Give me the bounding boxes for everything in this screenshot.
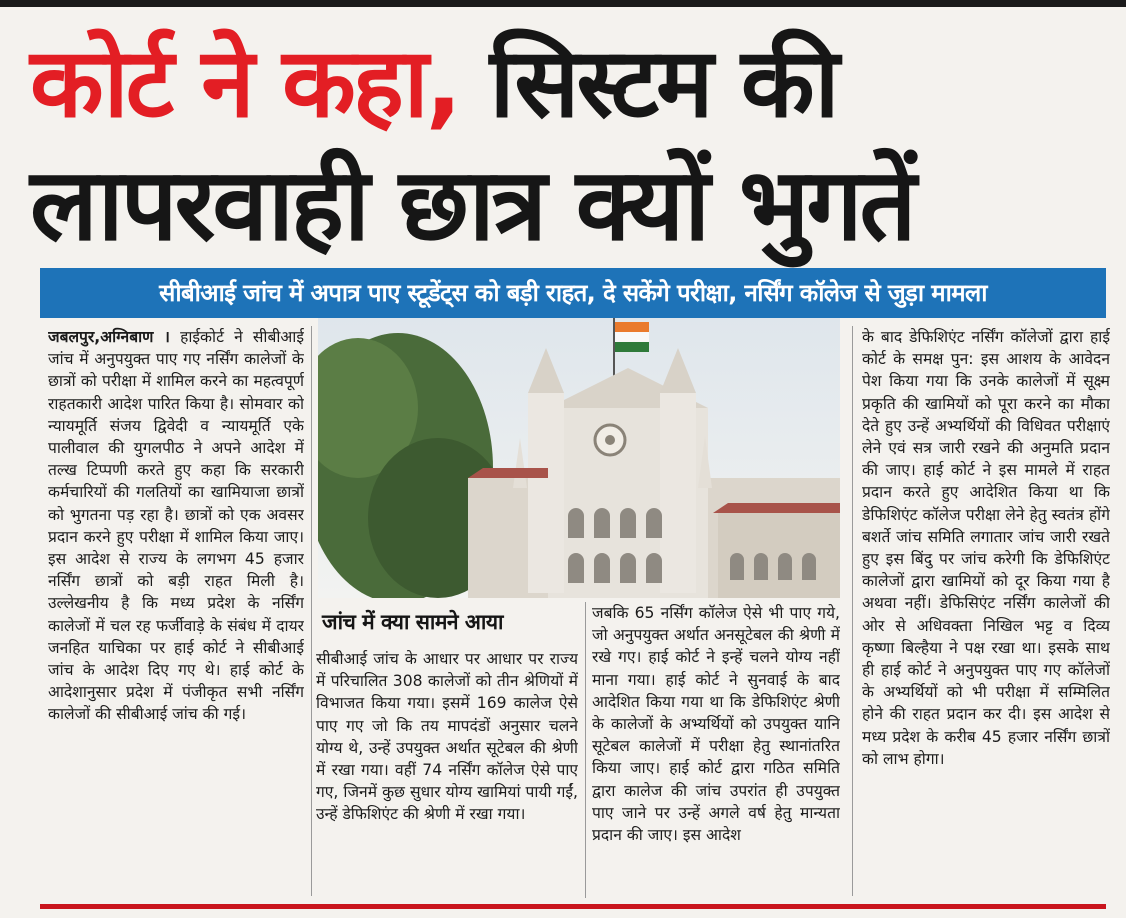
column-divider [311,326,312,896]
column-1-body: हाईकोर्ट ने सीबीआई जांच में अनुपयुक्त पाए गए नर्सिंग कालेजों के छात्रों को परीक्षा में शामिल करने का महत्वपूर्ण राहतकारी आदेश पारित किया है। सोमवार को न्यायमूर्ति संजय द्विवेदी व न्यायमूर्ति एके पालीवाल की युगलपीठ ने अपने आदेश में तल्ख टिप्पणी करते हुए कहा कि सरकारी कर्मचारियों की गलतियों का खामियाजा छात्रों को भुगतना पड़ रहा है। छात्रों को एक अवसर प्रदान करने हुए परीक्षा में शामिल किया जाए। इस आदेश से राज्य के लगभग 45 हजार नर्सिंग छात्रों को बड़ी राहत मिली है।उल्लेखनीय है कि मध्य प्रदेश के नर्सिंग कालेजों में चल रह फर्जीवाड़े के संबंध में दायर जनहित याचिका पर हाई कोर्ट ने सीबीआई जांच के आदेश दिए गए थे। हाई कोर्ट के आदेशानुसार प्रदेश में पंजीकृत सभी नर्सिंग कालेजों की सीबीआई जांच की गई। [48,328,304,724]
subheadline-strap: सीबीआई जांच में अपात्र पाए स्टूडेंट्स को बड़ी राहत, दे सकेंगे परीक्षा, नर्सिंग कॉलेज से जुड़ा मामला [40,268,1106,318]
article-column-1 [48,326,304,896]
article-column-2: सीबीआई जांच के आधार पर आधार पर राज्य में परिचालित 308 कालेजों को तीन श्रेणियों में विभाजत किया गया। इसमें 169 कालेज ऐसे पाए गए जो कि तय मापदंडों अनुसार चलने योग्य थे, उन्हें उपयुक्त अर्थात सूटेबल की श्रेणी में रखा गया। वहीं 74 नर्सिंग कॉलेज ऐसे पाए गए, जिनमें कुछ सुधार योग्य खामियां पायी गईं, उन्हें डेफिशिएंट की श्रेणी में रखा गया। [316,650,578,824]
high-court-photo [318,318,840,598]
headline-black-part: सिस्टम की [459,27,837,139]
bottom-rule [40,904,1106,909]
column-divider [852,326,853,896]
article-column-4: के बाद डेफिशिएंट नर्सिंग कॉलेजों द्वारा हाई कोर्ट के समक्ष पुन: इस आशय के आवेदन पेश किया गया कि उनके कालेजों में सूक्ष्म प्रकृति की खामियों को पूरा करने का मौका देते हुए उन्हें अभ्यर्थियों की विधिवत परीक्षाएं लेने एवं सत्र जारी रखने की अनुमति प्रदान की जाए। हाई कोर्ट ने इस मामले में राहत प्रदान करते हुए आदेशित किया था कि डेफिशिएंट कॉलेज परीक्षा लेने हेतु स्वतंत्र होंगे बशर्ते जांच समिति लगातार जांच जारी रखते हुए इस बिंदु पर जांच करेगी कि डेफिशिएंट कालेजों द्वारा खामियों को दूर किया गया है अथवा नहीं। डेफिसिएंट नर्सिंग कालेजों की ओर से अधिवक्ता निखिल भट्ट व दिव्य कृष्णा बिल्हैया ने पक्ष रखा था। इसके साथ ही हाई कोर्ट ने अनुपयुक्त पाए गए कॉलेजों के अभ्यर्थियों को भी परीक्षा में सम्मिलित होने की राहत प्रदान कर दी। इस आदेश से मध्य प्रदेश के करीब 45 हजार नर्सिंग छात्रों को लाभ होगा। [862,328,1110,768]
headline-line-1 [30,26,1100,140]
headline-line-2: लापरवाही छात्र क्यों भुगतें [30,146,914,263]
article-column-3: जबकि 65 नर्सिंग कॉलेज ऐसे भी पाए गये, जो अनुपयुक्त अर्थात अनसूटेबल की श्रेणी में रखे गए। हाई कोर्ट ने इन्हें चलने योग्य नहीं माना गया। हाई कोर्ट ने सुनवाई के बाद आदेशित किया गया था कि डेफिशिएंट श्रेणी के कालेजों के अभ्यर्थियों को उपयुक्त यानि सूटेबल कालेजों में परीक्षा हेतु स्थानांतरित किया जाए। हाई कोर्ट द्वारा गठित समिति द्वारा कालेज की जांच उपरांत ही उपयुक्त पाए जाने पर उन्हें अगले वर्ष हेतु मान्यता प्रदान की जाए। इस आदेश [592,604,840,845]
dateline: जबलपुर,अग्निबाण । [48,328,170,346]
headline-red-part: कोर्ट ने कहा, [30,27,460,139]
section-subhead: जांच में क्या सामने आया [322,610,503,634]
top-border [0,0,1126,7]
high-court-building-image [318,318,840,598]
column-divider [585,602,586,898]
